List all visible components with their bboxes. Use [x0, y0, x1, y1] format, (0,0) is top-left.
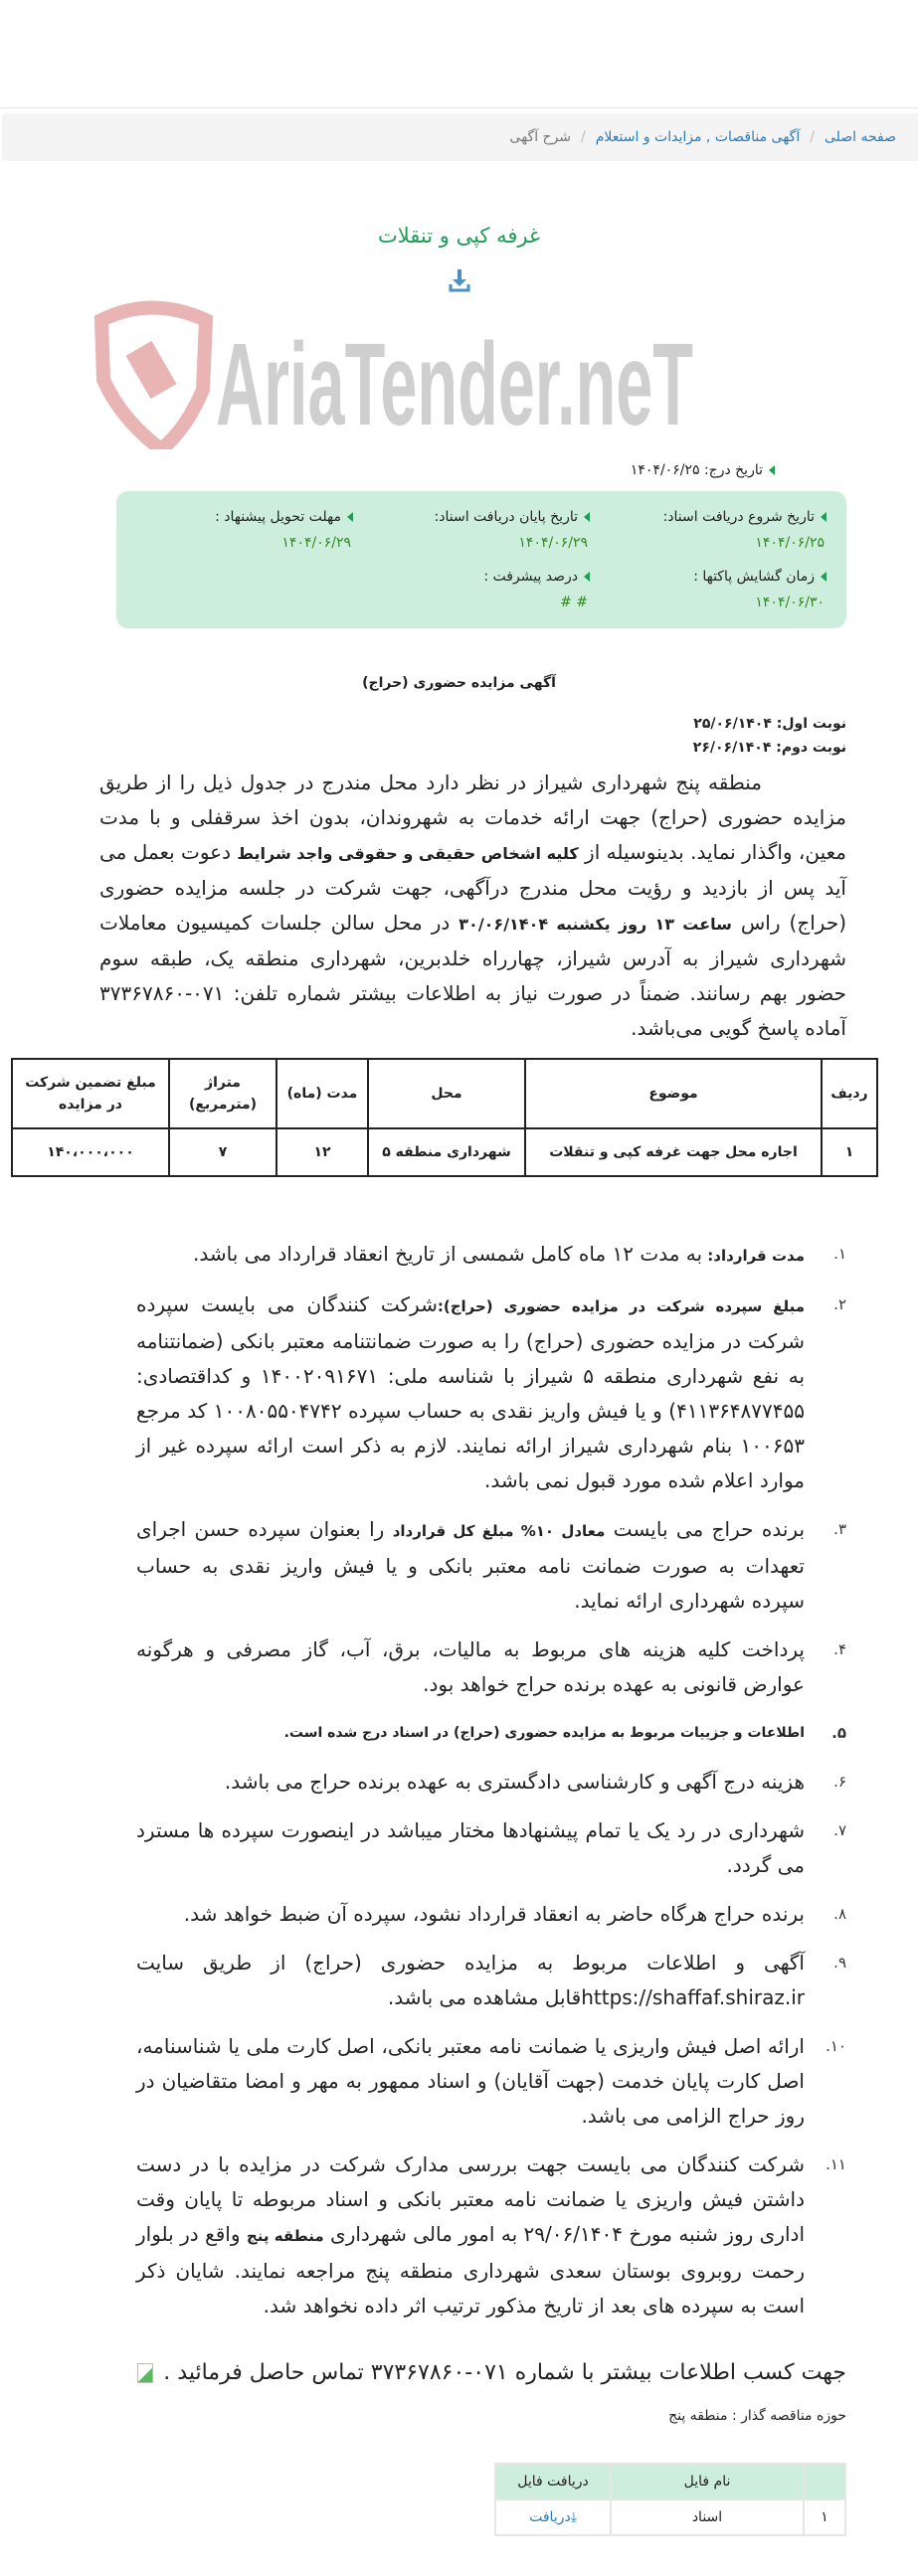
organizer: حوزه مناقصه گذار : منطقه پنج	[668, 2408, 846, 2424]
deadline-field	[136, 507, 353, 553]
contact-text: جهت کسب اطلاعات بیشتر با شماره ۰۷۱-۳۷۳۶۷۸۶۰ تماس حاصل فرمائید .	[163, 2360, 846, 2385]
broken-image-icon	[137, 2363, 153, 2383]
list-number: ۲.	[833, 1295, 846, 1313]
table-cell: شهرداری منطقه ۵	[368, 1128, 525, 1176]
doc-start-field	[610, 507, 826, 553]
post-date-label: تاریخ درج:	[703, 462, 763, 478]
list-number: ۸.	[833, 1905, 846, 1923]
file-name: اسناد	[611, 2499, 804, 2535]
tender-info-box	[116, 491, 846, 628]
notice-paragraph	[99, 766, 846, 1046]
field-value: ۱۴۰۴/۰۶/۲۵	[755, 535, 825, 551]
list-text: اطلاعات و جزییات مربوط به مزایده حضوری (حراج) در اسناد درج شده است.	[283, 1725, 805, 1741]
table-cell: ۱۲	[276, 1128, 368, 1176]
progress-field	[373, 567, 590, 612]
paragraph-segment: در محل سالن جلسات کمیسیون معاملات شهرداری شیراز به آدرس شیراز، چهارراه خلدبرین، شهرداری منطقه یک، طبقه سوم حضور بهم رسانند. ضمناً در صورت نیاز به اطلاعات بیشتر شماره تلفن: ۰۷۱-۳۷۳۶۷۸۶۰ آماده پاسخ گویی می‌باشد.	[99, 911, 846, 1040]
table-cell: ۱	[822, 1128, 877, 1176]
column-header: متراژ (مترمربع)	[169, 1059, 276, 1128]
list-text: برنده حراج می بایست	[605, 1517, 806, 1541]
doc-end-field	[373, 507, 590, 553]
list-item	[136, 1237, 846, 1274]
table-header-row	[495, 2464, 845, 2499]
breadcrumb	[2, 113, 918, 161]
watermark-text: AriaTender.neT	[216, 319, 693, 449]
list-item	[136, 2147, 846, 2323]
table-cell: اجاره محل جهت غرفه کپی و تنقلات	[525, 1128, 822, 1176]
files-table	[494, 2463, 846, 2536]
list-item	[136, 1512, 846, 1619]
list-text: هزینه درج آگهی و کارشناسی دادگستری به عهده برنده حراج می باشد.	[224, 1770, 805, 1794]
breadcrumb-separator: /	[810, 129, 815, 145]
download-icon: ⤓	[570, 2509, 577, 2525]
list-bold-text: معادل ۱۰% مبلغ کل قرارداد	[392, 1522, 606, 1540]
round-1-date: نوبت اول: ۲۵/۰۶/۱۴۰۴	[693, 716, 846, 732]
bullet-arrow-icon	[347, 512, 353, 522]
file-download-cell	[495, 2499, 611, 2535]
list-text: واقع در بلوار رحمت روبروی بوستان سعدی شهرداری منطقه پنج مراجعه نمایند. شایان ذکر است به سپرده های بعد از تاریخ مذکور ترتیب اثر داده نخواهد شد.	[136, 2222, 805, 2318]
column-header: محل	[368, 1059, 525, 1128]
paragraph-segment: دعوت بعمل می آید پس از بازدید و رؤیت محل مندرج درآگهی، جهت شرکت در جلسه مزایده حضوری (حراج) راس	[99, 840, 846, 935]
list-number: ۱۱.	[826, 2155, 846, 2173]
download-label: دریافت	[529, 2509, 571, 2525]
list-bold-text: مدت قرارداد:	[702, 1247, 805, 1265]
paragraph-bold-segment: کلیه اشخاص حقیقی و حقوقی واجد شرایط	[237, 844, 579, 863]
table-cell: ۱۴۰،۰۰۰،۰۰۰	[12, 1128, 169, 1176]
opening-field	[610, 567, 826, 612]
table-row	[495, 2499, 845, 2535]
field-value: ۱۴۰۴/۰۶/۲۹	[518, 535, 588, 551]
field-label: درصد پیشرفت :	[483, 569, 578, 585]
list-text: را بعنوان سپرده حسن اجرای تعهدات به صورت ضمانت نامه معتبر بانکی و یا فیش واریز نقدی به حساب سپرده شهرداری ارائه نماید.	[136, 1517, 805, 1613]
list-number: ۴.	[833, 1640, 846, 1658]
field-value: ۱۴۰۴/۰۶/۳۰	[755, 595, 825, 610]
list-number: ۳.	[833, 1520, 846, 1538]
auction-table	[11, 1058, 878, 1177]
list-number: ۱۰.	[826, 2037, 846, 2055]
column-header: مبلغ تضمین شرکت در مزایده	[12, 1059, 169, 1128]
round-2-date: نوبت دوم: ۲۶/۰۶/۱۴۰۴	[692, 740, 846, 756]
page-title: غرفه کپی و تنقلات	[378, 224, 540, 248]
list-number: ۶.	[833, 1773, 846, 1791]
list-item	[136, 1632, 846, 1702]
paragraph-bold-segment: ساعت ۱۳ روز یکشنبه ۳۰/۰۶/۱۴۰۴	[459, 915, 732, 934]
list-text: شرکت کنندگان می بایست جهت بررسی مدارک شرکت در مزایده با در دست داشتن فیش واریزی یا ضمانت نامه معتبر بانکی و اسناد مربوطه تا پایان وقت اداری روز شنبه مورخ ۲۹/۰۶/۱۴۰۴ به امور مالی شهرداری	[136, 2152, 805, 2246]
contact-line	[0, 2357, 846, 2389]
field-label: زمان گشایش پاکتها :	[693, 569, 815, 585]
breadcrumb-category[interactable]: آگهی مناقصات , مزایدات و استعلام	[595, 129, 801, 145]
list-text: آگهی و اطلاعات مربوط به مزایده حضوری (حراج) از طریق سایت https://shaffaf.shiraz.irقابل مشاهده می باشد.	[136, 1951, 805, 2009]
terms-list	[136, 1237, 846, 2323]
list-bold-text: منطقه پنج	[246, 2227, 324, 2245]
list-text: برنده حراج هرگاه حاضر به انعقاد قرارداد نشود، سپرده آن ضبط خواهد شد.	[183, 1902, 805, 1926]
bullet-arrow-icon	[821, 572, 826, 582]
post-date-value: ۱۴۰۴/۰۶/۲۵	[630, 462, 700, 478]
list-number: ۷.	[833, 1821, 846, 1839]
list-text: ارائه اصل فیش واریزی یا ضمانت نامه معتبر بانکی، اصل کارت ملی یا شناسنامه، اصل کارت پایان خدمت (جهت آقایان) و اسناد ممهور به مهر و امضا متقاضیان در روز حراج الزامی می باشد.	[136, 2034, 805, 2128]
list-item	[136, 2029, 846, 2134]
list-number: ۵.	[831, 1724, 846, 1742]
divider	[0, 107, 918, 108]
list-number: ۱.	[833, 1245, 846, 1263]
list-item	[136, 1765, 846, 1800]
file-download-link[interactable]	[529, 2509, 577, 2525]
paragraph-segment: منطقه پنج شهرداری شیراز در نظر دارد محل مندرج در جدول ذیل را از طریق مزایده حضوری (حراج) جهت ارائه خدمات به شهروندان، بدون اخذ سرقفلی و با مدت معین، واگذار نماید. بدینوسیله از	[99, 771, 846, 864]
table-header-row	[12, 1059, 877, 1128]
list-text: شهرداری در رد یک یا تمام پیشنهادها مختار میباشد در اینصورت سپرده ها مسترد می گردد.	[136, 1818, 805, 1877]
bullet-arrow-icon	[821, 512, 826, 522]
field-label: تاریخ پایان دریافت اسناد:	[434, 509, 578, 525]
table-cell: ۷	[169, 1128, 276, 1176]
bullet-arrow-icon	[584, 572, 590, 582]
breadcrumb-separator: /	[581, 129, 586, 145]
list-item	[136, 1288, 846, 1498]
post-date	[0, 459, 775, 481]
field-label: مهلت تحویل پیشنهاد :	[215, 509, 341, 525]
bullet-arrow-icon	[584, 512, 590, 522]
list-number: ۹.	[833, 1954, 846, 1972]
breadcrumb-home[interactable]: صفحه اصلی	[824, 129, 896, 145]
watermark-logo	[92, 300, 708, 449]
notice-heading: آگهی مزایده حضوری (حراج)	[362, 675, 556, 691]
list-text: پرداخت کلیه هزینه های مربوط به مالیات، برق، آب، گاز مصرفی و هرگونه عوارض قانونی به عهده برنده حراج خواهد بود.	[136, 1637, 805, 1696]
list-bold-text: مبلغ سپرده شرکت در مزایده حضوری (حراج):	[437, 1297, 806, 1315]
list-item	[136, 1813, 846, 1883]
column-header: مدت (ماه)	[276, 1059, 368, 1128]
breadcrumb-current: شرح آگهی	[509, 129, 572, 145]
download-icon[interactable]	[449, 268, 470, 292]
column-header: موضوع	[525, 1059, 822, 1128]
field-value: # #	[560, 595, 588, 610]
column-header	[804, 2464, 845, 2499]
list-item	[136, 1946, 846, 2015]
list-item	[136, 1716, 846, 1751]
table-row	[12, 1128, 877, 1176]
list-item	[136, 1897, 846, 1932]
column-header: ردیف	[822, 1059, 877, 1128]
list-text: شرکت کنندگان می بایست سپرده شرکت در مزایده حضوری (حراج) را به صورت ضمانتنامه معتبر بانکی (ضمانتنامه به نفع شهرداری منطقه ۵ شیراز با شناسه ملی: ۱۴۰۰۲۰۹۱۶۷۱ و کداقتصادی: ۴۱۱۳۶۴۸۷۷۴۵۵) و یا فیش واریز نقدی به حساب سپرده ۱۰۰۸۰۵۵۰۴۷۴۲ کد مرجع ۱۰۰۶۵۳ بنام شهرداری شیراز ارائه نمایند. لازم به ذکر است ارائه سپرده غیر از موارد اعلام شده مورد قبول نمی باشد.	[136, 1292, 806, 1492]
field-label: تاریخ شروع دریافت اسناد:	[662, 509, 815, 525]
list-text: به مدت ۱۲ ماه کامل شمسی از تاریخ انعقاد قرارداد می باشد.	[192, 1242, 703, 1266]
bullet-arrow-icon	[769, 465, 775, 475]
column-header: دریافت فایل	[495, 2464, 611, 2499]
column-header: نام فایل	[611, 2464, 804, 2499]
file-index: ۱	[804, 2499, 845, 2535]
field-value: ۱۴۰۴/۰۶/۲۹	[281, 535, 351, 551]
